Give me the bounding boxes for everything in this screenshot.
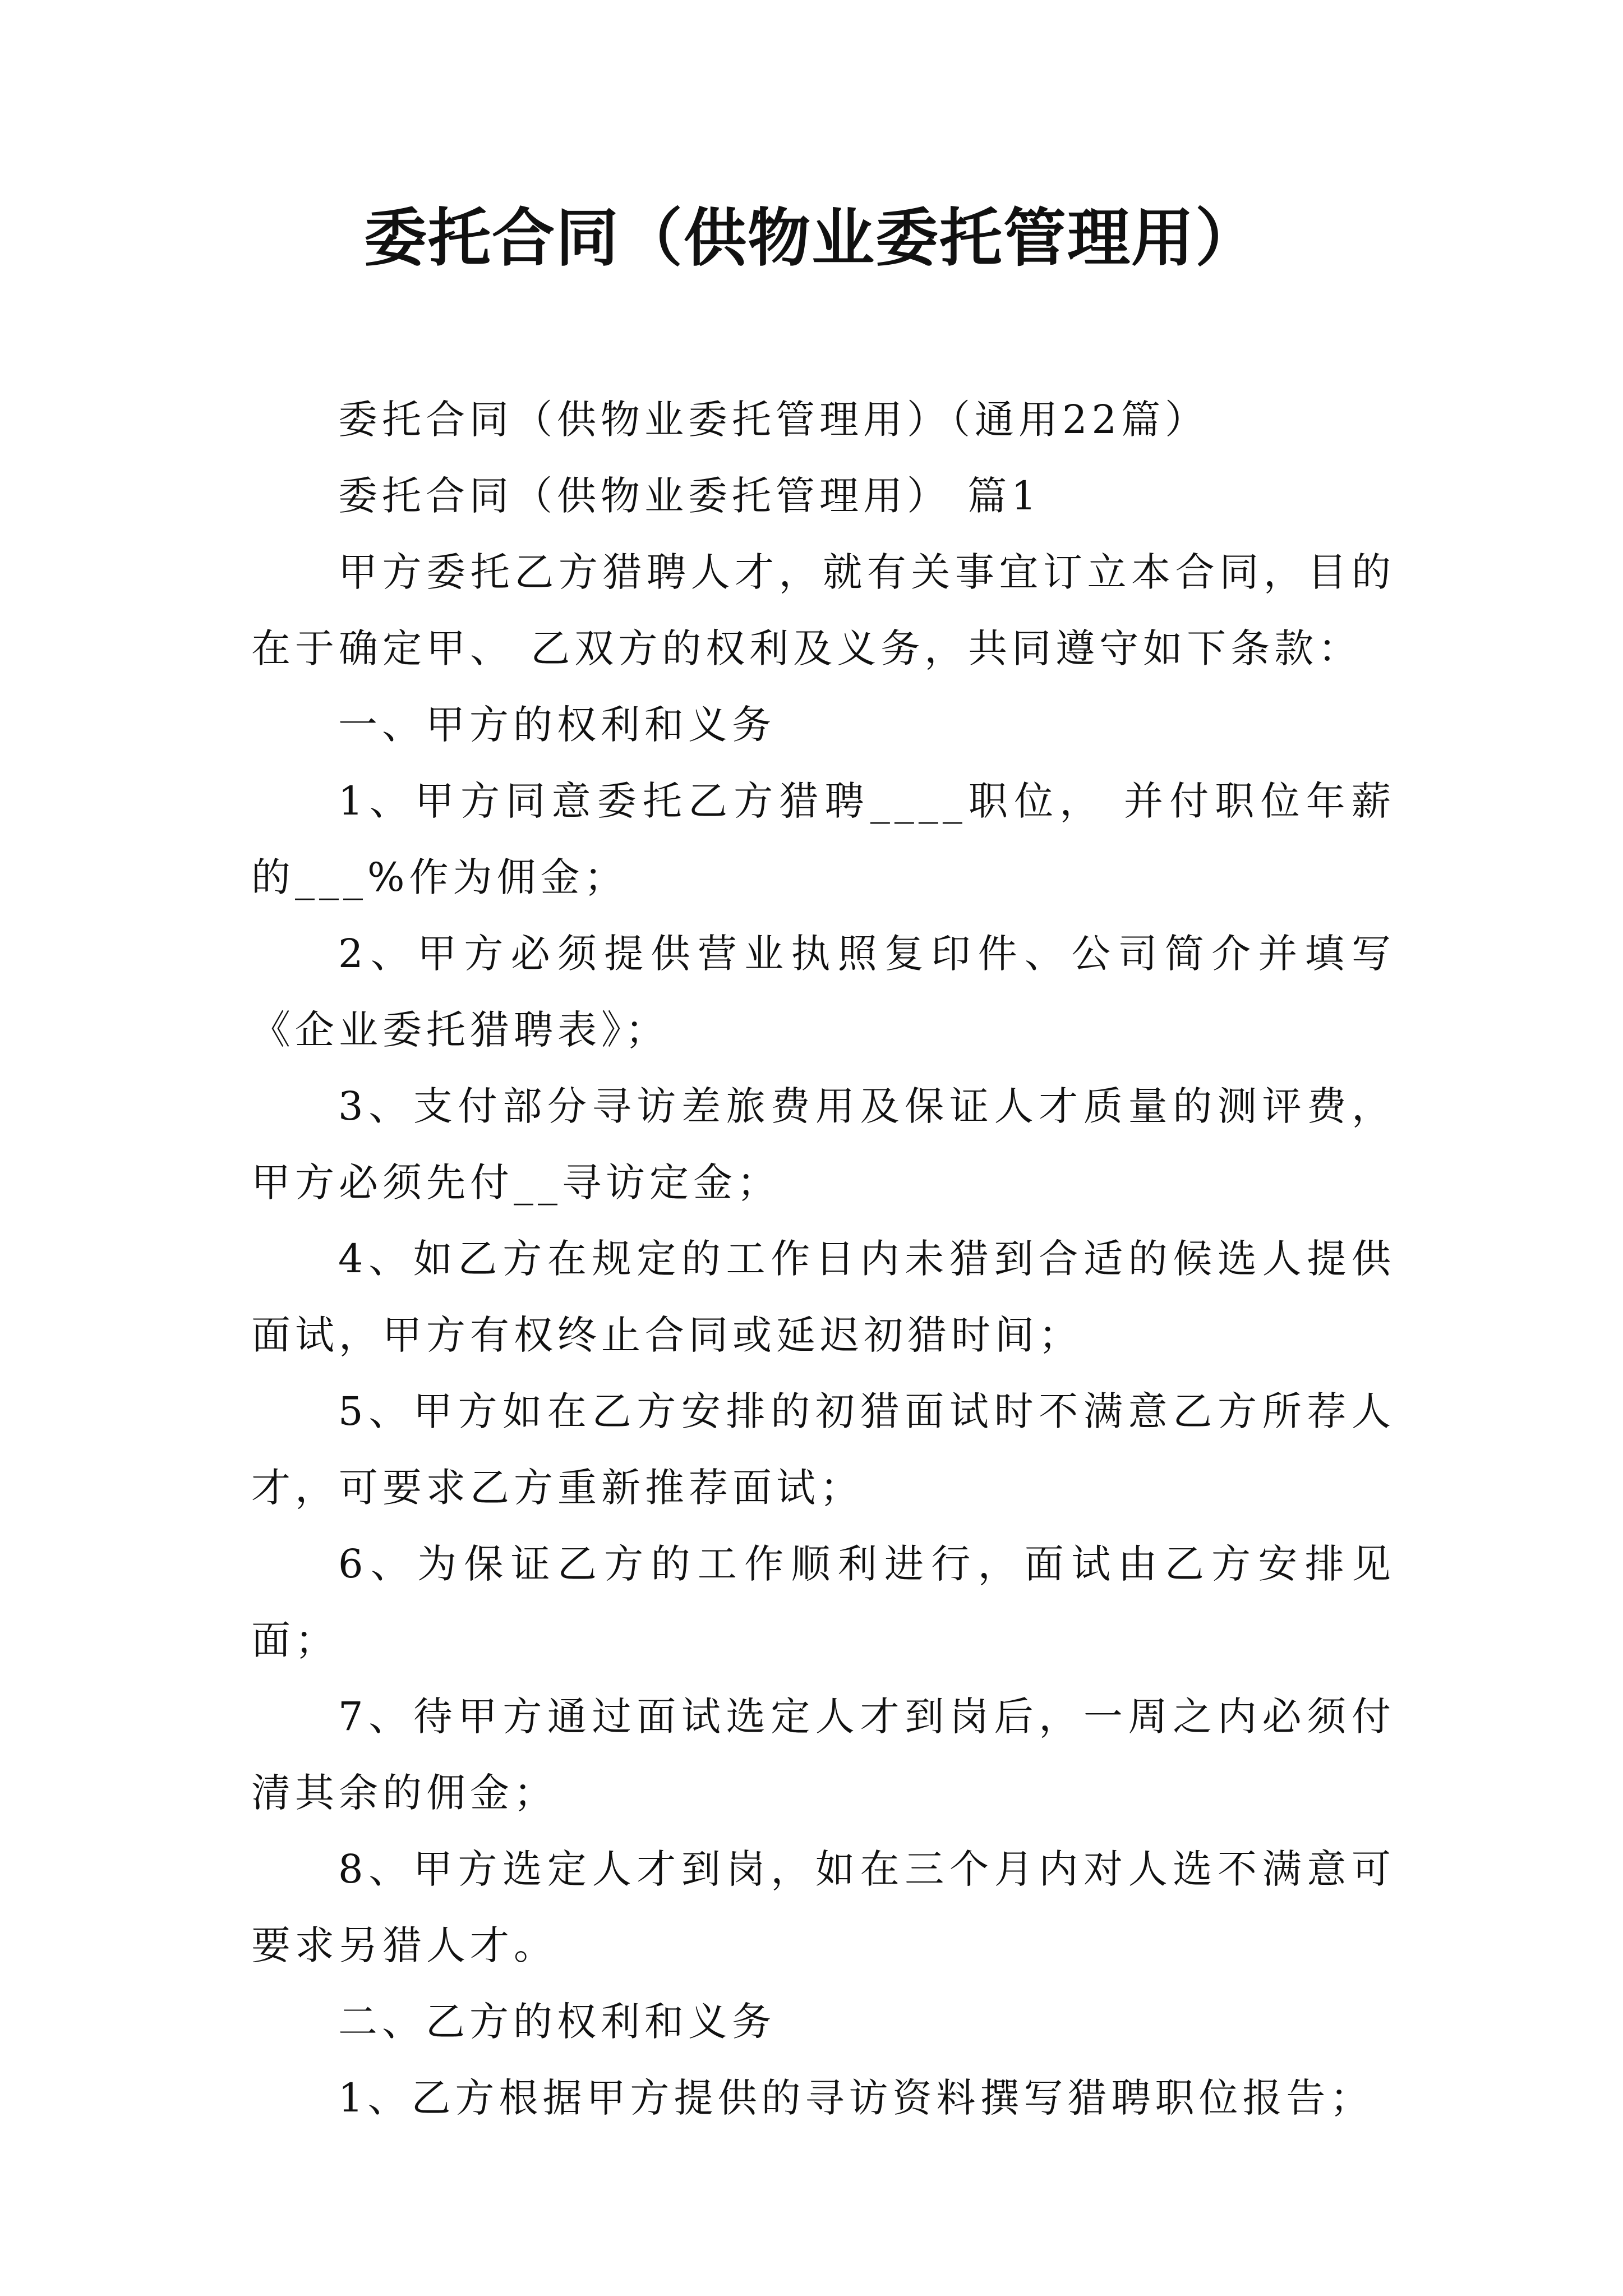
paragraph-clause-a2: 2、甲方必须提供营业执照复印件、公司简介并填写《企业委托猎聘表》； [251,931,1395,1053]
paragraph-subtitle: 委托合同（供物业委托管理用）（通用22篇） [338,397,1209,443]
paragraph-section-heading: 委托合同（供物业委托管理用） 篇1 [338,473,1041,519]
paragraph-clause-a8: 8、甲方选定人才到岗，如在三个月内对人选不满意可要求另猎人才。 [251,1846,1395,1968]
paragraph-heading-party-a: 一、甲方的权利和义务 [338,702,776,748]
paragraph-clause-a3: 3、支付部分寻访差旅费用及保证人才质量的测评费，甲方必须先付__寻访定金； [251,1083,1395,1205]
paragraph-intro: 甲方委托乙方猎聘人才，就有关事宜订立本合同，目的在于确定甲、 乙双方的权利及义务，共同遵守如下条款： [251,549,1395,671]
paragraph-clause-a5: 5、甲方如在乙方安排的初猎面试时不满意乙方所荐人才，可要求乙方重新推荐面试； [251,1388,1395,1511]
paragraph-clause-b1: 1、乙方根据甲方提供的寻访资料撰写猎聘职位报告； [338,2075,1374,2121]
paragraph-clause-a1: 1、甲方同意委托乙方猎聘____职位， 并付职位年薪的___%作为佣金； [251,778,1395,900]
paragraph-clause-a7: 7、待甲方通过面试选定人才到岗后，一周之内必须付清其余的佣金； [251,1694,1395,1816]
paragraph-heading-party-b: 二、乙方的权利和义务 [338,1999,776,2045]
paragraph-clause-a6: 6、为保证乙方的工作顺利进行，面试由乙方安排见面； [251,1541,1395,1663]
document-body [251,381,1395,2136]
paragraph-clause-a4: 4、如乙方在规定的工作日内未猎到合适的候选人提供面试，甲方有权终止合同或延迟初猎时间； [251,1236,1395,1358]
document-title: 委托合同（供物业委托管理用） [364,202,1259,275]
